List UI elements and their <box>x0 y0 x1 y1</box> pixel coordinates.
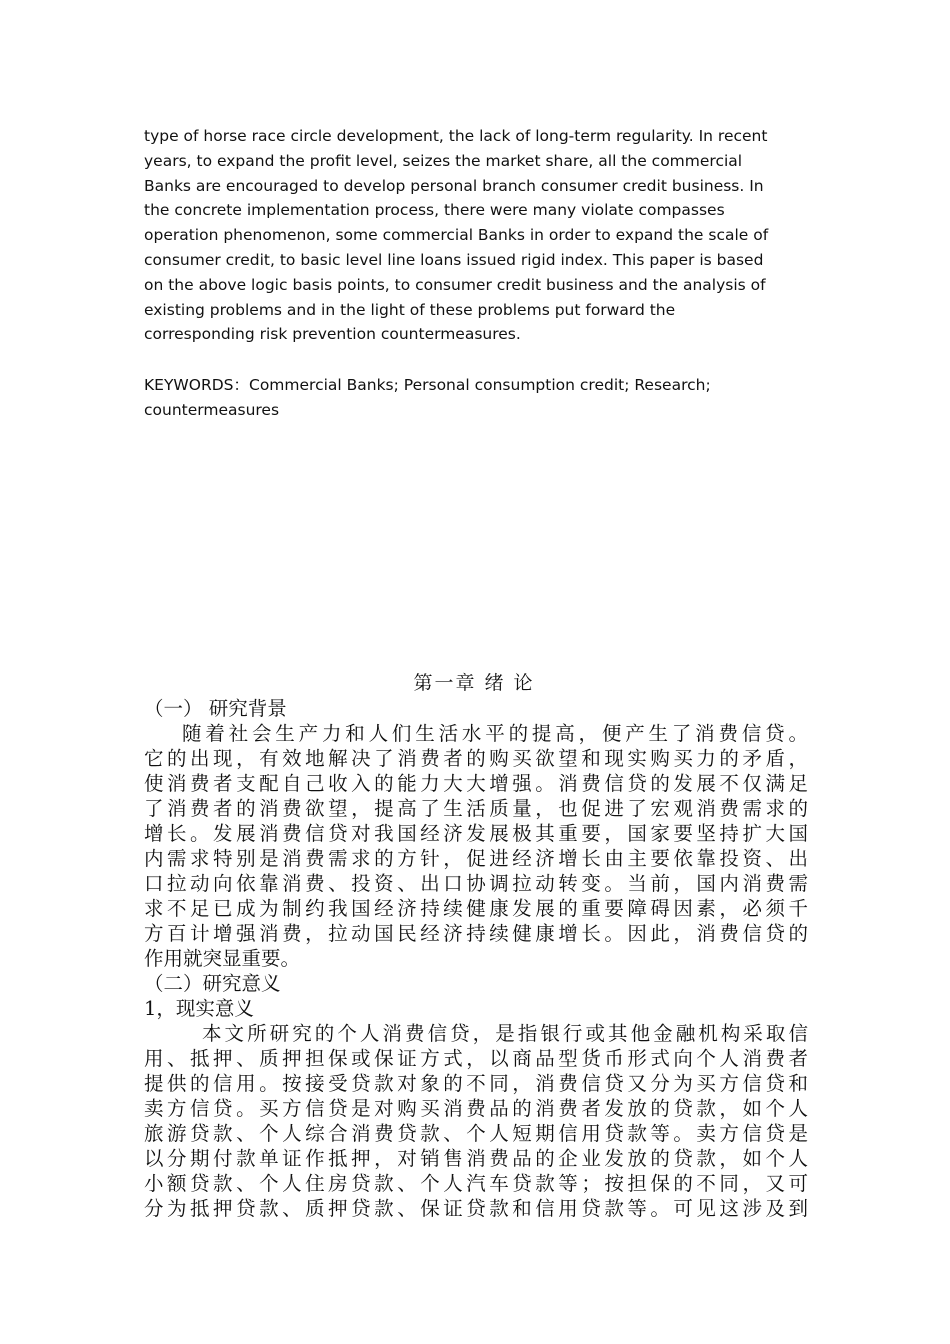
abstract-line: type of horse race circle development, the lack of long-term regularity. In recent <box>144 127 768 145</box>
abstract-line: the concrete implementation process, there were many violate compasses <box>144 201 725 220</box>
paragraph-line: 分为抵押贷款、质押贷款、保证贷款和信用贷款等。可见这涉及到 <box>144 1197 808 1220</box>
section-heading: （二）研究意义 <box>144 972 281 995</box>
abstract-line: consumer credit, to basic level line loans issued rigid index. This paper is based <box>144 250 764 269</box>
section-heading: （一） 研究背景 <box>144 697 287 720</box>
abstract-line: years, to expand the profit level, seizes the market share, all the commercial <box>144 151 743 170</box>
abstract-line: on the above logic basis points, to consumer credit business and the analysis of <box>144 275 766 294</box>
paragraph-line: 方百计增强消费，拉动国民经济持续健康增长。因此，消费信贷的 <box>144 922 808 945</box>
english-abstract <box>144 124 804 347</box>
keywords <box>144 373 804 423</box>
paragraph-line: 作用就突显重要。 <box>144 947 301 970</box>
paragraph-line: 随着社会生产力和人们生活水平的提高，便产生了消费信贷。 <box>182 722 808 745</box>
paragraph-line: 求不足已成为制约我国经济持续健康发展的重要障碍因素，必须千 <box>144 897 808 920</box>
keywords-line: KEYWORDS：Commercial Banks; Personal consumption credit; Research; <box>144 376 711 394</box>
abstract-line: Banks are encouraged to develop personal branch consumer credit business. In <box>144 176 764 195</box>
paragraph-line: 旅游贷款、个人综合消费贷款、个人短期信用贷款等。卖方信贷是 <box>144 1122 808 1145</box>
paragraph-line: 卖方信贷。买方信贷是对购买消费品的消费者发放的贷款，如个人 <box>144 1097 808 1120</box>
paragraph-line: 以分期付款单证作抵押，对销售消费品的企业发放的贷款，如个人 <box>144 1147 808 1170</box>
subsection-heading: 1，现实意义 <box>144 997 254 1020</box>
abstract-line: existing problems and in the light of these problems put forward the <box>144 300 676 319</box>
paragraph-line: 用、抵押、质押担保或保证方式，以商品型货币形式向个人消费者 <box>144 1047 808 1070</box>
keywords-line: countermeasures <box>144 400 280 419</box>
paragraph-line: 本文所研究的个人消费信贷，是指银行或其他金融机构采取信 <box>202 1022 808 1045</box>
paragraph-line: 增长。发展消费信贷对我国经济发展极其重要，国家要坚持扩大国 <box>144 822 808 845</box>
abstract-line: corresponding risk prevention countermeasures. <box>144 325 521 344</box>
paragraph-line: 它的出现，有效地解决了消费者的购买欲望和现实购买力的矛盾， <box>144 747 808 770</box>
paragraph-line: 了消费者的消费欲望，提高了生活质量，也促进了宏观消费需求的 <box>144 797 808 820</box>
abstract-line: operation phenomenon, some commercial Banks in order to expand the scale of <box>144 226 769 245</box>
chapter-title: 第一章 绪 论 <box>413 672 535 694</box>
paragraph-line: 提供的信用。按接受贷款对象的不同，消费信贷又分为买方信贷和 <box>144 1072 808 1095</box>
paragraph-line: 小额贷款、个人住房贷款、个人汽车贷款等；按担保的不同，又可 <box>144 1172 808 1195</box>
paragraph-line: 口拉动向依靠消费、投资、出口协调拉动转变。当前，国内消费需 <box>144 872 808 895</box>
paragraph-line: 内需求特别是消费需求的方针，促进经济增长由主要依靠投资、出 <box>144 847 808 870</box>
paragraph-line: 使消费者支配自己收入的能力大大增强。消费信贷的发展不仅满足 <box>144 772 808 795</box>
chapter-body <box>144 696 808 1221</box>
